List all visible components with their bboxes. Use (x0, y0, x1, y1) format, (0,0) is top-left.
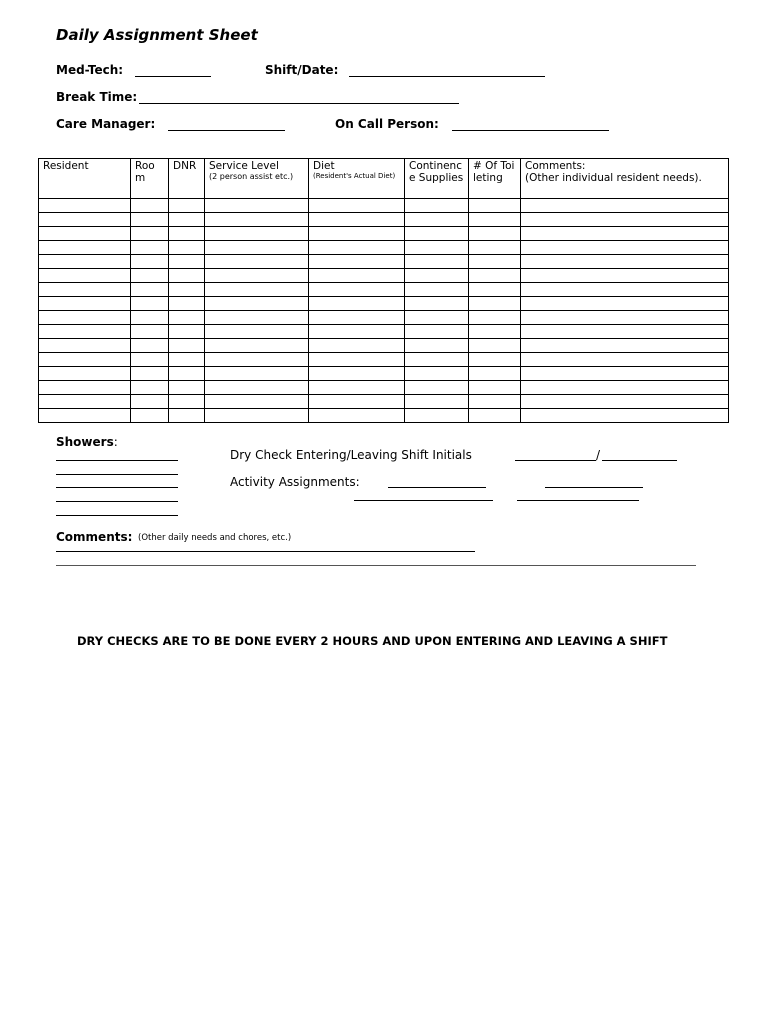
table-cell[interactable] (405, 339, 469, 353)
column-header-diet (309, 159, 405, 199)
table-cell[interactable] (521, 325, 729, 339)
table-cell[interactable] (39, 255, 131, 269)
table-cell[interactable] (131, 283, 169, 297)
table-cell[interactable] (469, 199, 521, 213)
med-tech-field[interactable] (135, 76, 211, 77)
table-cell[interactable] (169, 241, 205, 255)
table-cell[interactable] (469, 395, 521, 409)
table-cell[interactable] (39, 241, 131, 255)
table-cell[interactable] (205, 283, 309, 297)
table-cell[interactable] (405, 213, 469, 227)
table-cell[interactable] (405, 311, 469, 325)
table-cell[interactable] (39, 367, 131, 381)
table-cell[interactable] (169, 367, 205, 381)
table-cell[interactable] (39, 353, 131, 367)
table-cell[interactable] (469, 381, 521, 395)
table-cell[interactable] (131, 269, 169, 283)
column-sublabel: (2 person assist etc.) (209, 172, 294, 181)
table-cell[interactable] (205, 339, 309, 353)
care-manager-label: Care Manager: (56, 117, 156, 131)
table-header-row (39, 159, 729, 199)
care-manager-field[interactable] (168, 130, 285, 131)
column-header-continence-supplies (405, 159, 469, 199)
column-label: # Of Toileting (473, 160, 515, 184)
table-row (39, 353, 729, 367)
break-time-field[interactable] (139, 103, 459, 104)
dry-check-separator: / (596, 448, 601, 462)
table-cell[interactable] (469, 255, 521, 269)
table-cell[interactable] (521, 297, 729, 311)
table-cell[interactable] (309, 339, 405, 353)
table-cell[interactable] (39, 409, 131, 423)
table-cell[interactable] (205, 409, 309, 423)
column-label: Continence Supplies (409, 160, 464, 184)
table-cell[interactable] (309, 367, 405, 381)
activity-field[interactable] (517, 500, 639, 501)
shower-line[interactable] (56, 515, 178, 516)
table-row (39, 297, 729, 311)
table-cell[interactable] (309, 353, 405, 367)
break-time-label: Break Time: (56, 90, 138, 104)
table-cell[interactable] (169, 255, 205, 269)
table-cell[interactable] (521, 367, 729, 381)
table-cell[interactable] (405, 353, 469, 367)
activity-field[interactable] (354, 500, 493, 501)
table-cell[interactable] (169, 283, 205, 297)
table-cell[interactable] (205, 241, 309, 255)
table-cell[interactable] (131, 297, 169, 311)
showers-label-text: Showers (56, 435, 114, 449)
table-cell[interactable] (469, 325, 521, 339)
table-cell[interactable] (169, 297, 205, 311)
table-row (39, 409, 729, 423)
table-cell[interactable] (39, 213, 131, 227)
table-cell[interactable] (205, 213, 309, 227)
shift-date-label: Shift/Date: (265, 63, 339, 77)
dry-check-leaving-field[interactable] (602, 460, 677, 461)
table-cell[interactable] (169, 353, 205, 367)
column-header-service-level (205, 159, 309, 199)
table-row (39, 227, 729, 241)
dry-check-label: Dry Check Entering/Leaving Shift Initials (230, 448, 472, 462)
table-row (39, 283, 729, 297)
table-row (39, 241, 729, 255)
table-cell[interactable] (469, 297, 521, 311)
table-cell[interactable] (309, 395, 405, 409)
table-cell[interactable] (169, 311, 205, 325)
table-cell[interactable] (131, 339, 169, 353)
column-header-toileting (469, 159, 521, 199)
table-cell[interactable] (521, 227, 729, 241)
table-cell[interactable] (131, 241, 169, 255)
table-cell[interactable] (521, 409, 729, 423)
table-cell[interactable] (205, 269, 309, 283)
table-cell[interactable] (521, 395, 729, 409)
table-cell[interactable] (205, 353, 309, 367)
table-cell[interactable] (39, 297, 131, 311)
table-cell[interactable] (405, 325, 469, 339)
table-cell[interactable] (309, 325, 405, 339)
shower-line[interactable] (56, 460, 178, 461)
table-cell[interactable] (309, 283, 405, 297)
table-cell[interactable] (521, 339, 729, 353)
table-row (39, 395, 729, 409)
table-cell[interactable] (39, 381, 131, 395)
table-cell[interactable] (169, 339, 205, 353)
table-cell[interactable] (521, 213, 729, 227)
column-label: Diet (313, 160, 335, 172)
table-cell[interactable] (469, 241, 521, 255)
shower-line[interactable] (56, 501, 178, 502)
table-cell[interactable] (405, 227, 469, 241)
table-cell[interactable] (131, 227, 169, 241)
table-cell[interactable] (521, 353, 729, 367)
comments-line[interactable] (56, 565, 696, 566)
column-label: Room (135, 160, 155, 184)
table-cell[interactable] (131, 213, 169, 227)
column-header-resident (39, 159, 131, 199)
table-cell[interactable] (405, 381, 469, 395)
table-cell[interactable] (309, 255, 405, 269)
table-cell[interactable] (309, 381, 405, 395)
table-cell[interactable] (521, 311, 729, 325)
table-row (39, 255, 729, 269)
table-cell[interactable] (309, 297, 405, 311)
showers-label (56, 435, 118, 449)
dry-check-notice: DRY CHECKS ARE TO BE DONE EVERY 2 HOURS AND UPON ENTERING AND LEAVING A SHIFT (77, 634, 668, 648)
activity-field[interactable] (545, 487, 643, 488)
table-cell[interactable] (39, 311, 131, 325)
table-cell[interactable] (131, 367, 169, 381)
table-body (39, 199, 729, 423)
table-cell[interactable] (521, 381, 729, 395)
table-cell[interactable] (521, 199, 729, 213)
table-cell[interactable] (169, 325, 205, 339)
table-cell[interactable] (309, 241, 405, 255)
table-cell[interactable] (309, 269, 405, 283)
table-cell[interactable] (39, 339, 131, 353)
table-cell[interactable] (405, 409, 469, 423)
table-row (39, 213, 729, 227)
table-cell[interactable] (405, 395, 469, 409)
table-cell[interactable] (39, 269, 131, 283)
table-cell[interactable] (205, 199, 309, 213)
table-cell[interactable] (309, 213, 405, 227)
table-cell[interactable] (205, 381, 309, 395)
table-cell[interactable] (131, 409, 169, 423)
table-row (39, 199, 729, 213)
table-row (39, 269, 729, 283)
column-sublabel: (Other individual resident needs). (525, 172, 702, 184)
table-cell[interactable] (521, 255, 729, 269)
table-cell[interactable] (205, 227, 309, 241)
table-cell[interactable] (205, 255, 309, 269)
on-call-person-field[interactable] (452, 130, 609, 131)
table-cell[interactable] (169, 381, 205, 395)
table-cell[interactable] (39, 395, 131, 409)
table-cell[interactable] (131, 199, 169, 213)
table-cell[interactable] (469, 367, 521, 381)
column-sublabel: (Resident's Actual Diet) (313, 172, 396, 180)
table-cell[interactable] (39, 325, 131, 339)
table-cell[interactable] (521, 283, 729, 297)
table-cell[interactable] (469, 339, 521, 353)
table-cell[interactable] (39, 283, 131, 297)
table-cell[interactable] (521, 269, 729, 283)
dry-check-entering-field[interactable] (515, 460, 596, 461)
table-cell[interactable] (309, 409, 405, 423)
table-cell[interactable] (309, 199, 405, 213)
table-cell[interactable] (131, 395, 169, 409)
table-cell[interactable] (39, 199, 131, 213)
showers-colon: : (113, 435, 118, 449)
table-cell[interactable] (205, 297, 309, 311)
table-cell[interactable] (469, 227, 521, 241)
comments-sublabel: (Other daily needs and chores, etc.) (138, 533, 292, 543)
table-cell[interactable] (169, 213, 205, 227)
table-cell[interactable] (469, 353, 521, 367)
table-row (39, 325, 729, 339)
comments-line[interactable] (56, 551, 475, 552)
table-cell[interactable] (309, 311, 405, 325)
table-cell[interactable] (469, 311, 521, 325)
activity-assignments-label: Activity Assignments: (230, 475, 360, 489)
column-label: Service Level (209, 160, 279, 172)
table-cell[interactable] (131, 255, 169, 269)
column-label: DNR (173, 160, 197, 172)
column-label: Resident (43, 160, 89, 172)
table-cell[interactable] (131, 325, 169, 339)
table-cell[interactable] (205, 325, 309, 339)
med-tech-label: Med-Tech: (56, 63, 124, 77)
table-cell[interactable] (309, 227, 405, 241)
column-header-comments (521, 159, 729, 199)
shower-line[interactable] (56, 487, 178, 488)
table-cell[interactable] (205, 367, 309, 381)
table-cell[interactable] (169, 227, 205, 241)
table-cell[interactable] (405, 269, 469, 283)
table-row (39, 367, 729, 381)
activity-field[interactable] (388, 487, 486, 488)
table-cell[interactable] (169, 409, 205, 423)
table-row (39, 381, 729, 395)
table-cell[interactable] (131, 381, 169, 395)
table-row (39, 339, 729, 353)
table-cell[interactable] (169, 395, 205, 409)
table-cell[interactable] (405, 199, 469, 213)
column-header-dnr (169, 159, 205, 199)
table-cell[interactable] (205, 311, 309, 325)
table-cell[interactable] (521, 241, 729, 255)
shift-date-field[interactable] (349, 76, 545, 77)
column-header-room (131, 159, 169, 199)
comments-label: Comments: (56, 530, 133, 544)
on-call-person-label: On Call Person: (335, 117, 439, 131)
table-cell[interactable] (405, 241, 469, 255)
shower-line[interactable] (56, 474, 178, 475)
table-cell[interactable] (405, 255, 469, 269)
table-cell[interactable] (405, 297, 469, 311)
table-row (39, 311, 729, 325)
table-cell[interactable] (169, 269, 205, 283)
table-cell[interactable] (169, 199, 205, 213)
table-cell[interactable] (469, 283, 521, 297)
table-cell[interactable] (469, 269, 521, 283)
table-cell[interactable] (469, 409, 521, 423)
table-cell[interactable] (131, 311, 169, 325)
page-title: Daily Assignment Sheet (56, 26, 258, 44)
table-cell[interactable] (405, 283, 469, 297)
table-cell[interactable] (405, 367, 469, 381)
table-cell[interactable] (39, 227, 131, 241)
table-cell[interactable] (469, 213, 521, 227)
table-cell[interactable] (131, 353, 169, 367)
table-cell[interactable] (205, 395, 309, 409)
resident-table (38, 158, 729, 423)
column-label: Comments: (525, 160, 586, 172)
